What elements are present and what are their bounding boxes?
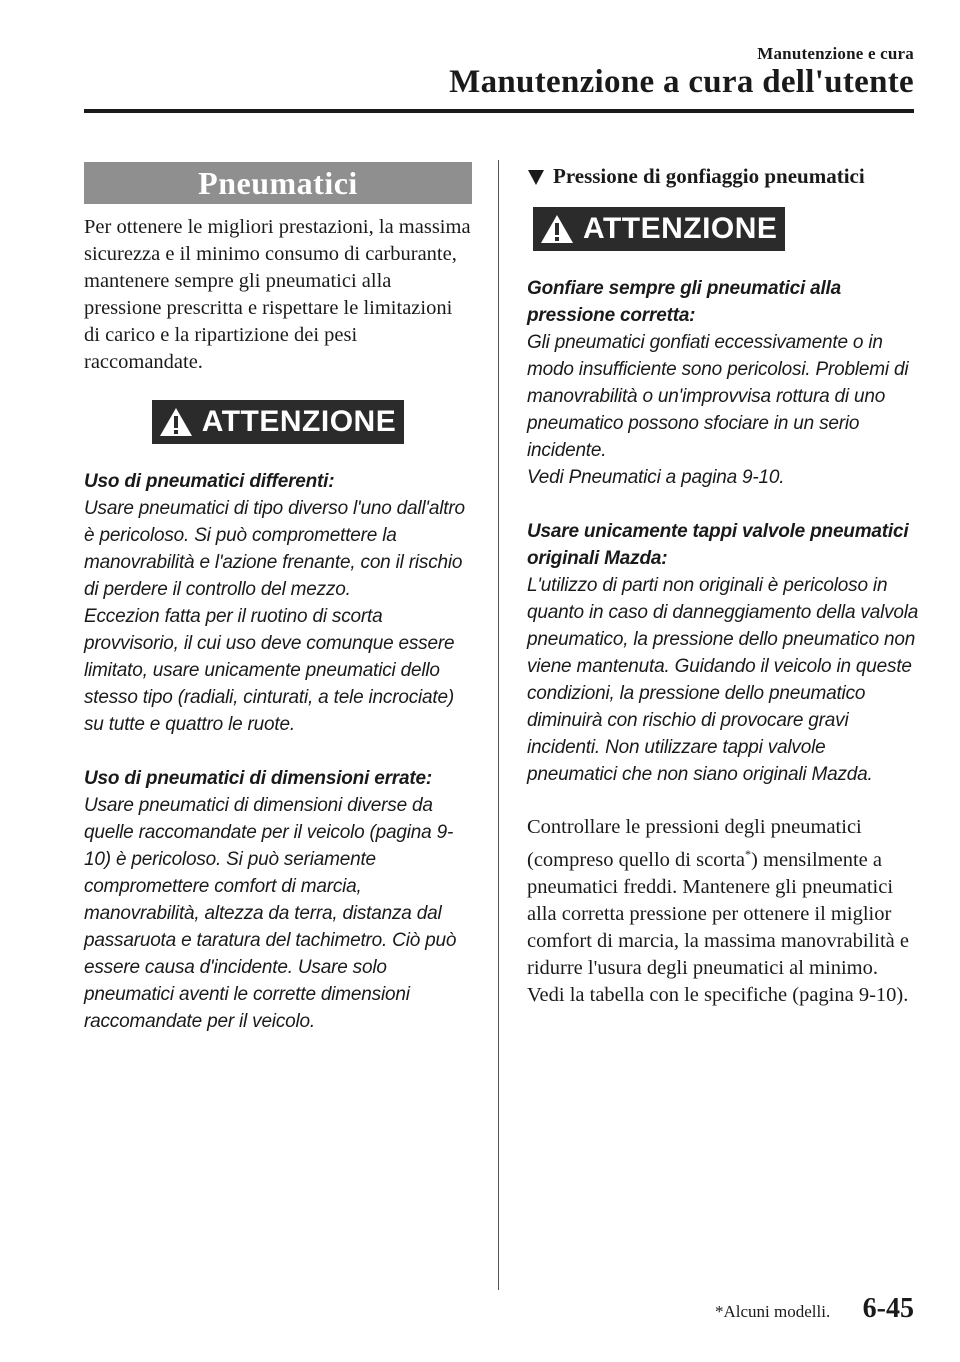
body-text: Vedi la tabella con le specifiche (pagina 9-10). (527, 983, 909, 1006)
footnote: *Alcuni modelli. (715, 1302, 831, 1321)
body-text: Controllare le pressioni degli pneumatici (compreso quello di scorta (527, 816, 862, 871)
subheading-text: Pressione di gonfiaggio pneumatici (553, 164, 865, 188)
warning-title: Uso di pneumatici differenti: (84, 471, 335, 492)
warning-block (527, 518, 919, 788)
warning-badge (533, 207, 785, 251)
warning-label: ATTENZIONE (201, 405, 397, 438)
warning-text: Gli pneumatici gonfiati eccessivamente o in modo insufficiente sono pericolosi. Problemi di manovrabilità o un'improvvisa rottura di uno pneumatico possono sfociare in un serio incidente. (527, 332, 909, 461)
warning-text: Usare pneumatici di dimensioni diverse da quelle raccomandate per il veicolo (pagina 9-10) è pericoloso. Si può seriamente compromettere comfort di marcia, manovrabilità, altezza da terra, distanza dal passaruota e taratura del tachimetro. Ciò può essere causa d'incidente. Usare solo pneumatici aventi le corrette dimensioni raccomandate per il veicolo. (84, 795, 457, 1032)
warning-triangle-icon (158, 406, 194, 438)
warning-title: Uso di pneumatici di dimensioni errate: (84, 768, 432, 789)
warning-text: L'utilizzo di parti non originali è pericoloso in quanto in caso di danneggiamento della valvola pneumatico, la pressione dello pneumatico non viene mantenuta. Guidando il veicolo in queste condizioni, la pressione dello pneumatico diminuirà con rischio di provocare gravi incidenti. Non utilizzare tappi valvole pneumatici che non siano originali Mazda. (527, 575, 919, 785)
right-column (527, 162, 919, 1009)
section-title: Pneumatici (84, 162, 472, 204)
intro-paragraph: Per ottenere le migliori prestazioni, la massima sicurezza e il minimo consumo di carburante, mantenere sempre gli pneumatici alla pressione prescritta e rispettare le limitazioni di carico e la ripartizione dei pesi raccomandate. (84, 216, 471, 373)
footnote-star: * (745, 847, 752, 861)
warning-badge (152, 400, 404, 444)
warning-block (84, 765, 472, 1035)
chapter-title: Manutenzione a cura dell'utente (449, 64, 914, 100)
warning-text: Vedi Pneumatici a pagina 9-10. (527, 467, 785, 488)
warning-title: Usare unicamente tappi valvole pneumatici originali Mazda: (527, 521, 909, 569)
triangle-down-icon (527, 168, 545, 186)
warning-triangle-icon (539, 213, 575, 245)
warning-title: Gonfiare sempre gli pneumatici alla pressione corretta: (527, 278, 841, 326)
warning-block (84, 468, 472, 738)
chapter-label: Manutenzione e cura (757, 44, 914, 63)
warning-header-right (533, 207, 919, 251)
left-column (84, 162, 472, 1035)
header-divider (84, 109, 914, 113)
warning-header-left (84, 400, 472, 444)
body-paragraph (527, 814, 919, 1009)
warning-block (527, 275, 919, 491)
page-number: 6-45 (862, 1293, 914, 1324)
warning-text: Eccezion fatta per il ruotino di scorta provvisorio, il cui uso deve comunque essere limitato, usare unicamente pneumatici dello stesso tipo (radiali, cinturati, a tele incrociate) su tutte e quattro le ruote. (84, 606, 455, 735)
column-divider (498, 160, 499, 1290)
body-text: ) mensilmente a pneumatici freddi. Mantenere gli pneumatici alla corretta pressione per ottenere il miglior comfort di marcia, la massima manovrabilità e ridurre l'usura degli pneumatici al minimo. (527, 848, 909, 979)
warning-label: ATTENZIONE (583, 212, 778, 245)
warning-text: Usare pneumatici di tipo diverso l'uno dall'altro è pericoloso. Si può compromettere la manovrabilità e l'azione frenante, con il rischio di perdere il controllo del mezzo. (84, 498, 465, 600)
subheading (527, 164, 919, 189)
